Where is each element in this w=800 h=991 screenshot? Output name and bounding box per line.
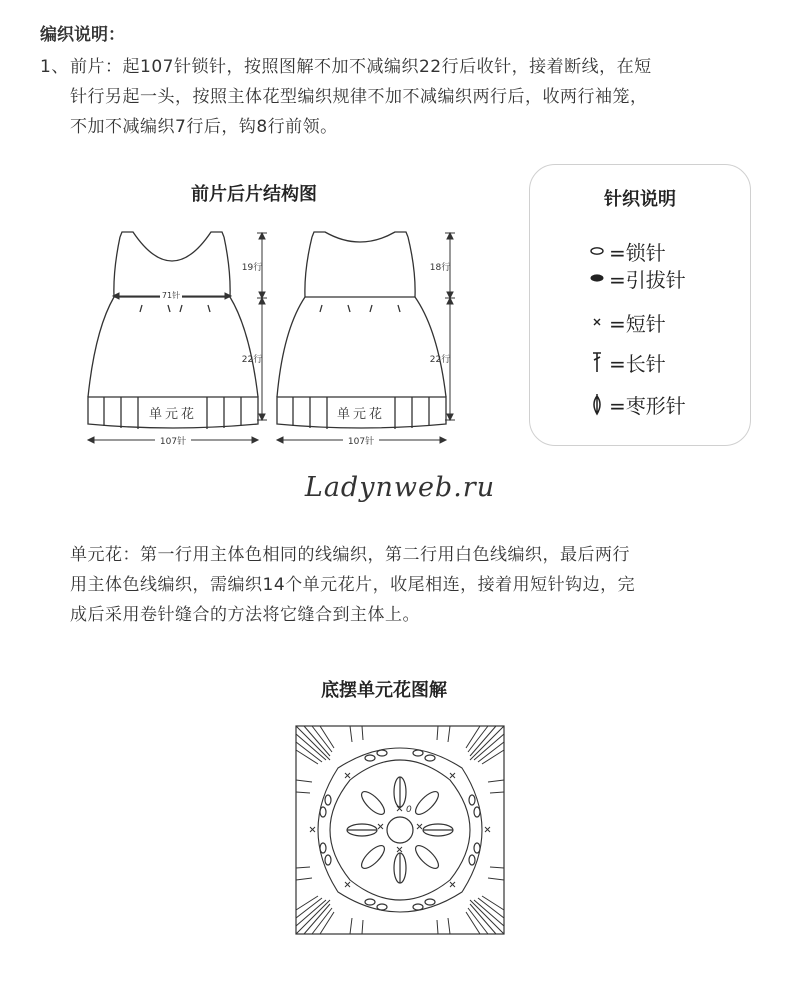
legend-title: 针织说明 — [604, 189, 676, 210]
front-upper-rows-label: 19行 — [241, 263, 263, 273]
chain-ovals — [320, 750, 480, 910]
motif-description-line-3: 成后采用卷针缝合的方法将它缝合到主体上。 — [70, 605, 420, 625]
chain-stitch-icon — [588, 246, 606, 256]
inner-petals — [347, 777, 453, 883]
legend-label-bobble: =枣形针 — [609, 393, 686, 418]
back-lower-rows-label: 22行 — [429, 355, 451, 365]
front-piece-line-2: 针行另起一头，按照主体花型编织规律不加不减编织两行后，收两行袖笼， — [70, 87, 648, 107]
watermark-text: Ladynweb.ru — [304, 472, 496, 503]
stitch-legend — [529, 164, 751, 446]
front-piece-number: 1、 — [40, 57, 69, 77]
chain-loops — [318, 748, 482, 912]
front-motif-label: 单元花 — [148, 407, 198, 422]
legend-label-double: =长针 — [609, 351, 666, 376]
back-rows-arrows — [445, 233, 455, 420]
motif-center-mark: 0 — [406, 805, 412, 815]
center-ring — [387, 817, 413, 843]
legend-item-single — [588, 307, 666, 337]
front-piece-line-3: 不加不减编织7行后，钩8行前领。 — [70, 117, 338, 137]
back-bottom-width-label: 107针 — [347, 437, 375, 447]
legend-item-slip — [588, 263, 686, 293]
single-crochet-icon — [588, 316, 606, 328]
motif-description-line-1: 单元花：第一行用主体色相同的线编织，第二行用白色线编织，最后两行 — [70, 545, 630, 565]
instructions-heading: 编织说明： — [40, 25, 125, 45]
back-motif-label: 单元花 — [336, 407, 386, 422]
front-piece-outline — [88, 232, 258, 429]
legend-label-single: =短针 — [609, 311, 666, 336]
legend-item-bobble — [588, 389, 686, 419]
double-crochet-icon — [588, 350, 606, 374]
slip-stitch-icon — [588, 273, 606, 283]
bobble-stitch-icon — [588, 392, 606, 416]
front-bottom-width-label: 107针 — [159, 437, 187, 447]
front-piece-line-1: 前片：起107针锁针，按照图解不加不减编织22行后收针，接着断线，在短 — [70, 57, 652, 77]
front-lower-rows-label: 22行 — [241, 355, 263, 365]
legend-item-chain — [588, 236, 666, 266]
legend-label-slip: =引拔针 — [609, 267, 686, 292]
motif-diagram-title: 底摆单元花图解 — [321, 680, 447, 701]
legend-label-chain: =锁针 — [609, 240, 666, 265]
structure-diagram-title: 前片后片结构图 — [191, 184, 317, 205]
front-top-width-label: 71针 — [161, 291, 181, 300]
corner-fans — [296, 726, 504, 934]
back-piece-outline — [277, 232, 446, 429]
motif-description-line-2: 用主体色线编织，需编织14个单元花片，收尾相连，接着用短针钩边，完 — [70, 575, 636, 595]
legend-item-double — [588, 347, 666, 377]
back-upper-rows-label: 18行 — [429, 263, 451, 273]
front-rows-arrows — [257, 233, 267, 420]
motif-chart — [290, 720, 510, 950]
